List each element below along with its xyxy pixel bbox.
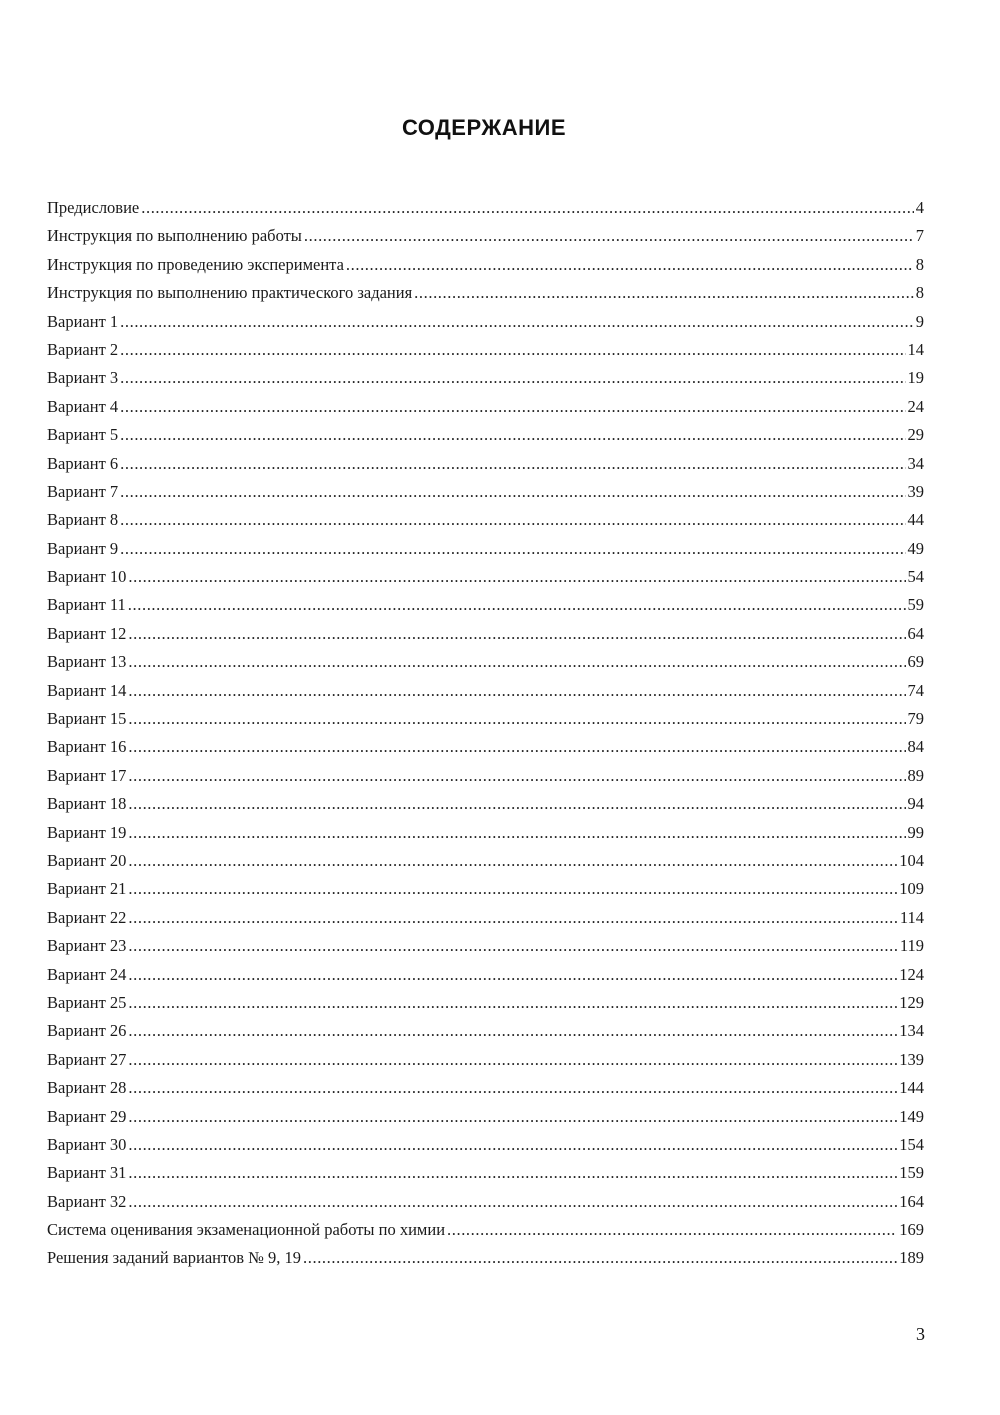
toc-entry xyxy=(47,936,924,964)
toc-dot-leader xyxy=(141,198,914,218)
toc-entry-label: Вариант 21 xyxy=(47,879,127,899)
toc-dot-leader xyxy=(128,624,905,644)
toc-entry-page: 189 xyxy=(899,1248,924,1268)
toc-dot-leader xyxy=(128,737,905,757)
toc-entry xyxy=(47,340,924,368)
toc-entry-page: 4 xyxy=(915,198,924,217)
toc-entry-label: Вариант 9 xyxy=(47,538,119,558)
toc-entry-label: Вариант 12 xyxy=(47,623,127,643)
toc-dot-leader xyxy=(128,595,906,615)
toc-entry-label: Вариант 14 xyxy=(47,680,127,700)
toc-entry xyxy=(47,908,924,936)
toc-entry-page: 79 xyxy=(907,709,924,729)
toc-entry-label: Вариант 4 xyxy=(47,396,119,416)
toc-entry-page: 74 xyxy=(907,680,924,700)
toc-dot-leader xyxy=(120,397,905,417)
toc-dot-leader xyxy=(128,1135,897,1155)
toc-dot-leader xyxy=(304,226,914,246)
toc-entry xyxy=(47,766,924,794)
toc-dot-leader xyxy=(120,368,905,388)
toc-entry-page: 44 xyxy=(907,510,924,530)
toc-entry-label: Вариант 32 xyxy=(47,1191,127,1211)
toc-dot-leader xyxy=(128,965,897,985)
toc-entry xyxy=(47,1021,924,1049)
toc-entry xyxy=(47,1248,924,1276)
toc-dot-leader xyxy=(447,1220,897,1240)
toc-entry-label: Вариант 15 xyxy=(47,709,127,729)
toc-entry xyxy=(47,510,924,538)
toc-entry-page: 139 xyxy=(899,1049,924,1069)
toc-entry xyxy=(47,539,924,567)
toc-entry-page: 19 xyxy=(907,368,924,388)
toc-entry-page: 14 xyxy=(907,339,924,359)
toc-entry xyxy=(47,454,924,482)
toc-entry-page: 129 xyxy=(899,992,924,1012)
toc-dot-leader xyxy=(414,283,914,303)
toc-entry-label: Вариант 5 xyxy=(47,425,119,445)
toc-entry-label: Инструкция по проведению эксперимента xyxy=(47,254,344,274)
toc-entry-label: Инструкция по выполнению работы xyxy=(47,226,302,246)
toc-dot-leader xyxy=(128,1163,897,1183)
toc-dot-leader xyxy=(128,652,905,672)
toc-entry-page: 94 xyxy=(907,794,924,814)
toc-entry-label: Вариант 8 xyxy=(47,510,119,530)
toc-entry xyxy=(47,482,924,510)
toc-entry xyxy=(47,851,924,879)
toc-entry-label: Вариант 10 xyxy=(47,567,127,587)
toc-entry-label: Вариант 6 xyxy=(47,453,119,473)
toc-entry xyxy=(47,737,924,765)
toc-entry xyxy=(47,312,924,340)
toc-dot-leader xyxy=(303,1248,897,1268)
toc-dot-leader xyxy=(120,510,905,530)
toc-entry-page: 39 xyxy=(907,481,924,501)
toc-entry xyxy=(47,368,924,396)
toc-entry-label: Вариант 28 xyxy=(47,1078,127,1098)
toc-entry-label: Вариант 1 xyxy=(47,311,119,331)
toc-dot-leader xyxy=(128,1050,897,1070)
table-of-contents xyxy=(47,198,924,1277)
page-title: СОДЕРЖАНИЕ xyxy=(401,114,567,140)
toc-dot-leader xyxy=(128,766,905,786)
toc-entry-page: 34 xyxy=(907,453,924,473)
toc-entry-page: 124 xyxy=(899,964,924,984)
toc-dot-leader xyxy=(120,425,905,445)
toc-entry-page: 159 xyxy=(899,1163,924,1183)
toc-entry-label: Инструкция по выполнению практического задания xyxy=(47,283,413,303)
toc-entry-page: 109 xyxy=(899,879,924,899)
toc-entry-label: Вариант 25 xyxy=(47,992,127,1012)
toc-entry-label: Вариант 16 xyxy=(47,737,127,757)
toc-entry xyxy=(47,652,924,680)
toc-entry xyxy=(47,198,924,226)
toc-entry xyxy=(47,1078,924,1106)
toc-entry-page: 9 xyxy=(915,311,924,331)
toc-entry-page: 8 xyxy=(915,254,924,274)
toc-entry-label: Вариант 29 xyxy=(47,1106,127,1126)
toc-entry xyxy=(47,397,924,425)
toc-entry xyxy=(47,624,924,652)
toc-dot-leader xyxy=(128,794,905,814)
toc-entry-page: 84 xyxy=(907,737,924,757)
toc-entry xyxy=(47,425,924,453)
toc-entry-label: Вариант 3 xyxy=(47,368,119,388)
toc-dot-leader xyxy=(128,567,905,587)
toc-entry-label: Вариант 22 xyxy=(47,907,127,927)
toc-dot-leader xyxy=(128,851,897,871)
toc-entry-label: Вариант 13 xyxy=(47,652,127,672)
toc-entry-label: Вариант 23 xyxy=(47,936,127,956)
toc-entry xyxy=(47,1050,924,1078)
toc-entry-label: Вариант 19 xyxy=(47,822,127,842)
toc-entry xyxy=(47,709,924,737)
toc-entry xyxy=(47,879,924,907)
toc-entry xyxy=(47,595,924,623)
toc-entry xyxy=(47,965,924,993)
toc-entry xyxy=(47,794,924,822)
toc-entry xyxy=(47,283,924,311)
toc-entry xyxy=(47,1220,924,1248)
toc-entry-label: Вариант 24 xyxy=(47,964,127,984)
toc-entry-label: Вариант 2 xyxy=(47,339,119,359)
toc-entry-label: Вариант 31 xyxy=(47,1163,127,1183)
toc-dot-leader xyxy=(120,312,914,332)
toc-entry-page: 144 xyxy=(899,1078,924,1098)
toc-entry xyxy=(47,993,924,1021)
toc-entry xyxy=(47,823,924,851)
toc-entry-label: Вариант 7 xyxy=(47,481,119,501)
toc-entry-page: 59 xyxy=(907,595,924,615)
toc-dot-leader xyxy=(128,908,897,928)
toc-entry-page: 119 xyxy=(899,936,924,956)
toc-dot-leader xyxy=(128,709,905,729)
toc-entry xyxy=(47,1163,924,1191)
toc-entry-page: 29 xyxy=(907,425,924,445)
toc-entry-label: Вариант 20 xyxy=(47,850,127,870)
toc-entry xyxy=(47,1192,924,1220)
toc-entry-label: Вариант 26 xyxy=(47,1021,127,1041)
toc-entry-page: 164 xyxy=(899,1191,924,1211)
toc-entry-label: Вариант 30 xyxy=(47,1134,127,1154)
toc-entry-label: Вариант 17 xyxy=(47,765,127,785)
toc-dot-leader xyxy=(120,340,905,360)
toc-entry-label: Вариант 11 xyxy=(47,595,126,615)
toc-entry-page: 89 xyxy=(907,765,924,785)
toc-entry-page: 54 xyxy=(907,567,924,587)
toc-entry-page: 154 xyxy=(899,1134,924,1154)
toc-entry-page: 69 xyxy=(907,652,924,672)
toc-entry-label: Вариант 18 xyxy=(47,794,127,814)
toc-entry-page: 149 xyxy=(899,1106,924,1126)
toc-dot-leader xyxy=(128,1192,897,1212)
toc-dot-leader xyxy=(128,823,905,843)
toc-entry-page: 8 xyxy=(915,283,924,303)
toc-entry-label: Система оценивания экзаменационной работы по химии xyxy=(47,1220,446,1240)
toc-dot-leader xyxy=(128,681,905,701)
toc-dot-leader xyxy=(120,539,905,559)
toc-dot-leader xyxy=(128,1078,897,1098)
toc-entry-label: Предисловие xyxy=(47,198,140,217)
toc-entry-page: 114 xyxy=(899,907,924,927)
toc-dot-leader xyxy=(128,1021,897,1041)
toc-entry xyxy=(47,1135,924,1163)
page-number: 3 xyxy=(916,1324,925,1344)
toc-entry xyxy=(47,255,924,283)
toc-dot-leader xyxy=(128,1107,897,1127)
toc-entry-page: 99 xyxy=(907,822,924,842)
toc-entry-page: 24 xyxy=(907,396,924,416)
toc-entry xyxy=(47,226,924,254)
toc-entry-page: 7 xyxy=(915,226,924,246)
toc-entry xyxy=(47,681,924,709)
toc-dot-leader xyxy=(120,482,905,502)
toc-entry-page: 134 xyxy=(899,1021,924,1041)
toc-entry-label: Решения заданий вариантов № 9, 19 xyxy=(47,1248,302,1268)
toc-entry-label: Вариант 27 xyxy=(47,1049,127,1069)
toc-entry-page: 64 xyxy=(907,623,924,643)
toc-entry xyxy=(47,567,924,595)
toc-entry-page: 49 xyxy=(907,538,924,558)
toc-dot-leader xyxy=(128,936,897,956)
toc-dot-leader xyxy=(128,879,897,899)
toc-entry-page: 104 xyxy=(899,850,924,870)
toc-dot-leader xyxy=(346,255,914,275)
toc-dot-leader xyxy=(128,993,897,1013)
toc-entry xyxy=(47,1107,924,1135)
toc-dot-leader xyxy=(120,454,905,474)
toc-entry-page: 169 xyxy=(899,1220,924,1240)
